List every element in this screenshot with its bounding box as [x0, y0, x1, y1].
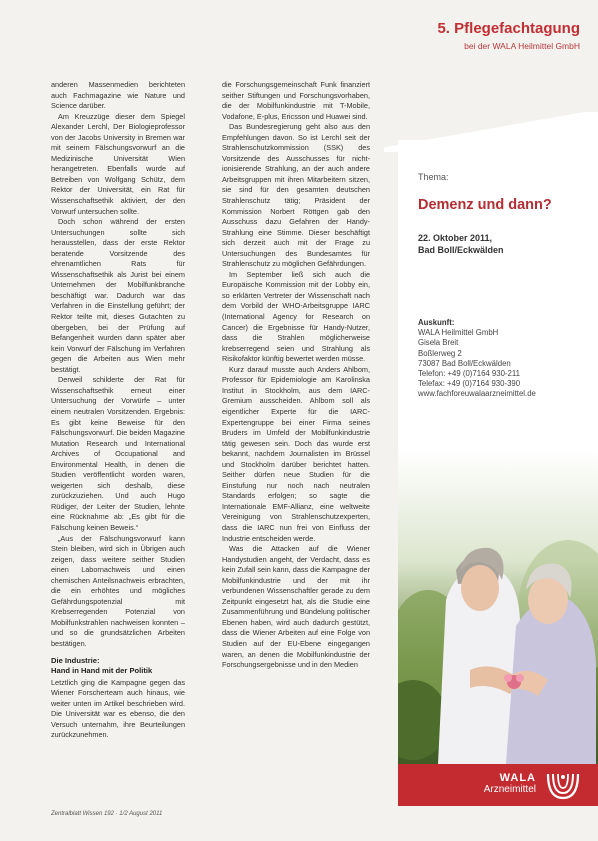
event-date: 22. Oktober 2011, — [418, 233, 493, 243]
paragraph: Kurz darauf musste auch Anders Ahlbom, Professor für Epidemiologie am Karolinska Institut in Stockholm, aus dem IARC-Gremium ausscheiden. Ahlbom soll als eigentlicher Experte für die IARC-Expertengruppe bei einer Firma seines Bruders im Umfeld der Mobilfunkindustrie tätig gewesen sein. Doch das wurde erst bekannt, nachdem Journalisten im Brüssel und Stockholm darüber berichtet hatten. Seither dürfen neue Studien für die Einstufung nur noch nach neutralen Standards erfolgen; so sagte die Internationale EMF-Allianz, eine weltweite Vereinigung von Strahlenschutzexperten, dass die IARC nun frei von Einfluss der Industrie entscheiden werde. — [222, 364, 370, 543]
paragraph: Im September ließ sich auch die Europäische Kommission mit der Lobby ein, so erklärten Vertreter der Wissenschaft nach dem Vorbild der WHO-Arbeitsgruppe IARC (International Agency for Research on Cancer) die Ergebnisse für Handy-Nutzer, dass die Strahlen möglicherweise krebserregend seien und Strahlung als Risikofaktor künftig bewertet werden müsse. — [222, 269, 370, 364]
event-title: 5. Pflegefachtagung — [437, 20, 580, 37]
section-heading-line: Die Industrie: — [51, 655, 100, 665]
contact-city: 73087 Bad Boll/Eckwälden — [418, 358, 511, 368]
contact-website: www.fachforeuwalaarzneimittel.de — [418, 389, 536, 399]
event-header — [437, 20, 580, 52]
contact-phone: Telefon: +49 (0)7164 930-211 — [418, 369, 520, 379]
contact-fax: Telefax: +49 (0)7164 930-390 — [418, 379, 521, 389]
paragraph: die Forschungsgemeinschaft Funk finanziert seither Stiftungen und Forschungsvorhaben, die der Mobilfunkindustrie mit T-Mobile, Vodafone, E-plus, Ericsson und Huawei sind. — [222, 80, 370, 121]
paragraph: Das Bundesregierung geht also aus den Empfehlungen davon. So ist Lerchl seit der Strahlenschutzkommission (SSK) des Vorsitzende des Ausschusses für nicht-ionisierende Strahlung, an der auch andere Arbeitsgruppen mit ihren Mitarbeitern sitzen, sie sind für den gesamten deutschen Strahlenschutz tätig; Präsident der Kommission Norbert Röttgen gab den Ausschuss dazu Gefahren der Handy-Strahlung eine Stimme. Dieser beschäftigt sich derzeit auch mit der Frage zu Untersuchungen des Bundesamtes für Strahlenschutz zu möglichen Gefährdungen. — [222, 122, 370, 269]
brand-name: WALA — [499, 772, 536, 784]
contact-block — [418, 318, 536, 400]
article-column-left — [51, 80, 185, 741]
paragraph: anderen Massenmedien berichteten auch Fachmagazine wie Nature und Science darüber. — [51, 80, 185, 111]
wala-emblem-icon — [544, 768, 582, 802]
paragraph: „Aus der Fälschungsvorwurf kann Stein bleiben, wird sich in Übrigen auch zeigen, dass weitere seither Studien einen Labornachweis und einen chemischen Anteilsnachweis erbrachten, die ein erhöhtes und mögliches Gefährdungspotenzial mit Krebserregenden Potenzial von Mobilfunkstrahlen nachweisen konnten – und so die grundsätzlichen Arbeiten bestätigen. — [51, 533, 185, 648]
contact-company: WALA Heilmittel GmbH — [418, 328, 499, 338]
paragraph: Am Kreuzzüge dieser dem Spiegel Alexander Lerchl, Der Biologieprofessor von der Jacobs University in Bremen war mit seinem Fälschungsvorwurf an die Medizinische Universität Wien herangetreten. Ebenfalls wurde auf Betreiben von Wolfgang Schütz, dem Rektor der Universität, ein Rat für Wissenschaftsethik aktiviert, der den Vorwurf untersuchen sollte. — [51, 111, 185, 216]
paragraph: Letztlich ging die Kampagne gegen das Wiener Forscherteam auch hinaus, wie weiter unten im Artikel beschrieben wird. Die Universität war es ebenso, die den Versuch unternahm, ihre Beurteilungen zurückzunehmen. — [51, 677, 185, 740]
section-heading-line: Hand in Hand mit der Politik — [51, 666, 153, 676]
section-heading — [51, 656, 185, 677]
contact-street: Boßlerweg 2 — [418, 348, 462, 358]
paragraph: Doch schon während der ersten Untersuchungen sollte sich herausstellen, dass der erste Rektor beratende Vorsitzende des ehrenamtlichen Rats für Wissenschaftsethik als Jurist bei einem Unternehmen der Mobilfunkbranche beschäftigt war. Dadurch war das Verfahren in die Einstellung geführt; der Rektor teilte mit, dieses Gutachten zu übergeben, bei der Prüfung auf Befangenheit wurden dann später aber kein Vorwurf der Fälschung im Verfahren gegen die Arbeiten aus Wien mehr bestätigt. — [51, 217, 185, 374]
caregiver-photo — [398, 450, 598, 764]
brand-tagline: Arzneimittel — [483, 784, 536, 795]
theme-title: Demenz und dann? — [418, 197, 552, 213]
paragraph: Was die Attacken auf die Wiener Handystudien angeht, der Verdacht, dass es kein Zufall sein kann, dass die Kampagne der Mobilfunkindustrie und der mit ihr verbundenen Wissenschaftler gerade zu dem Zeitpunkt eingesetzt hat, als die Studie eine Zusammenführung und Bündelung politischer Ebenen haben, wird auch dadurch gestützt, dass die Wiener Arbeiten auf eine Folge von Studien auf der EU-Ebene eingegangen waren, an denen die Mobilfunkindustrie der Forschungsergebnisse und in den Medien — [222, 544, 370, 670]
article-column-middle — [222, 80, 370, 671]
event-subtitle: bei der WALA Heilmittel GmbH — [464, 41, 580, 51]
theme-label: Thema: — [418, 172, 449, 182]
wala-logo-text — [484, 772, 536, 796]
page-footer: Zentralblatt Wissen 192 · 1/2 August 2011 — [51, 811, 163, 817]
event-date-location — [418, 232, 504, 256]
event-location: Bad Boll/Eckwälden — [418, 245, 504, 255]
contact-person: Gisela Breit — [418, 338, 459, 348]
contact-heading: Auskunft: — [418, 318, 455, 327]
wala-logo-bar — [398, 764, 598, 806]
paragraph: Derweil schilderte der Rat für Wissenschaftsethik erneut einer Untersuchung der Vorwürfe – unter einem neutralen Vorsitzenden. Ergebnis: Es gibt keine Beweise für den Fälschungsvorwurf. Die beiden Magazine Mutation Research und International Archives of Occupational and Environmental Health, in denen die Studien veröffentlicht worden waren, weigerten sich deshalb, diese zurückzuziehen. Und auch Hugo Rüdiger, der Leiter der Studien, lehnte eine Rücknahme ab: „Es gibt für die Fälschung keinen Beweis.“ — [51, 375, 185, 532]
